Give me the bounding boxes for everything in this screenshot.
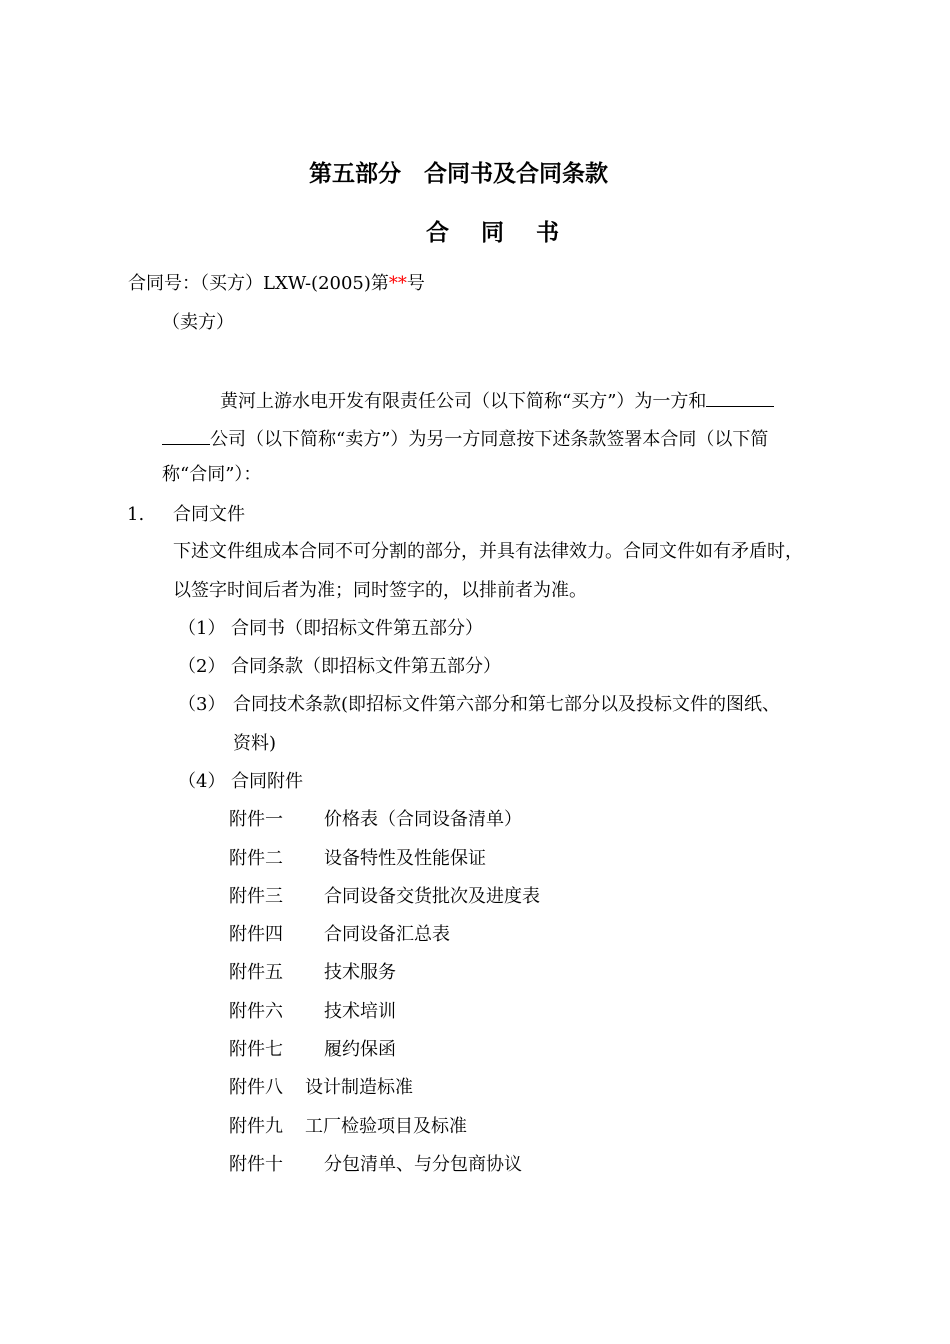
contract-number-suffix: 号 — [406, 273, 425, 294]
list-item-number: （2） — [178, 656, 226, 677]
attachment-label: 附件八 — [229, 1077, 283, 1098]
attachment-label: 附件五 — [229, 962, 283, 983]
attachment-label: 附件一 — [229, 809, 283, 830]
list-item-text: 合同条款（即招标文件第五部分） — [231, 656, 501, 677]
document-title: 合 同 书 — [426, 220, 572, 246]
intro-line-1 — [220, 388, 774, 413]
attachment-title: 工厂检验项目及标准 — [305, 1116, 467, 1137]
attachment-title: 设计制造标准 — [305, 1077, 413, 1098]
attachment-label: 附件三 — [229, 886, 283, 907]
list-item-text: 合同附件 — [231, 771, 303, 792]
clause-paragraph-line-2: 以签字时间后者为准；同时签字的，以排前者为准。 — [173, 580, 587, 601]
section-title: 第五部分 合同书及合同条款 — [309, 161, 608, 187]
intro-line-1-text: 黄河上游水电开发有限责任公司（以下简称“买方”）为一方和 — [220, 391, 707, 412]
blank-underline — [162, 426, 210, 445]
clause-heading: 合同文件 — [173, 504, 245, 525]
clause-paragraph-line-1: 下述文件组成本合同不可分割的部分，并具有法律效力。合同文件如有矛盾时， — [173, 541, 803, 562]
list-item-number: （1） — [178, 618, 226, 639]
attachment-title: 合同设备汇总表 — [324, 924, 450, 945]
attachment-title: 履约保函 — [324, 1039, 396, 1060]
seller-label: （卖方） — [162, 312, 234, 333]
attachment-label: 附件二 — [229, 848, 283, 869]
attachment-label: 附件七 — [229, 1039, 283, 1060]
attachment-title: 技术培训 — [324, 1001, 396, 1022]
attachment-title: 合同设备交货批次及进度表 — [324, 886, 540, 907]
attachment-label: 附件四 — [229, 924, 283, 945]
attachment-label: 附件九 — [229, 1116, 283, 1137]
list-item-text-continued: 资料) — [233, 733, 277, 754]
blank-underline — [706, 388, 774, 407]
attachment-title: 分包清单、与分包商协议 — [324, 1154, 522, 1175]
attachment-title: 技术服务 — [324, 962, 396, 983]
intro-line-2-text: 公司（以下简称“卖方”）为另一方同意按下述条款签署本合同（以下简 — [210, 429, 769, 450]
list-item-number: （4） — [178, 771, 226, 792]
list-item-number: （3） — [178, 694, 226, 715]
attachment-label: 附件十 — [229, 1154, 283, 1175]
attachment-label: 附件六 — [229, 1001, 283, 1022]
intro-line-3: 称“合同”）： — [162, 464, 262, 485]
contract-number — [128, 273, 425, 295]
list-item-text: 合同书（即招标文件第五部分） — [231, 618, 483, 639]
contract-number-placeholder: ** — [388, 273, 407, 294]
attachment-title: 设备特性及性能保证 — [324, 848, 486, 869]
contract-number-prefix: 合同号：（买方）LXW-(2005)第 — [128, 273, 389, 294]
intro-line-2 — [162, 426, 768, 451]
list-item-text: 合同技术条款(即招标文件第六部分和第七部分以及投标文件的图纸、 — [233, 694, 781, 715]
attachment-title: 价格表（合同设备清单） — [324, 809, 522, 830]
clause-number: 1. — [127, 504, 145, 525]
